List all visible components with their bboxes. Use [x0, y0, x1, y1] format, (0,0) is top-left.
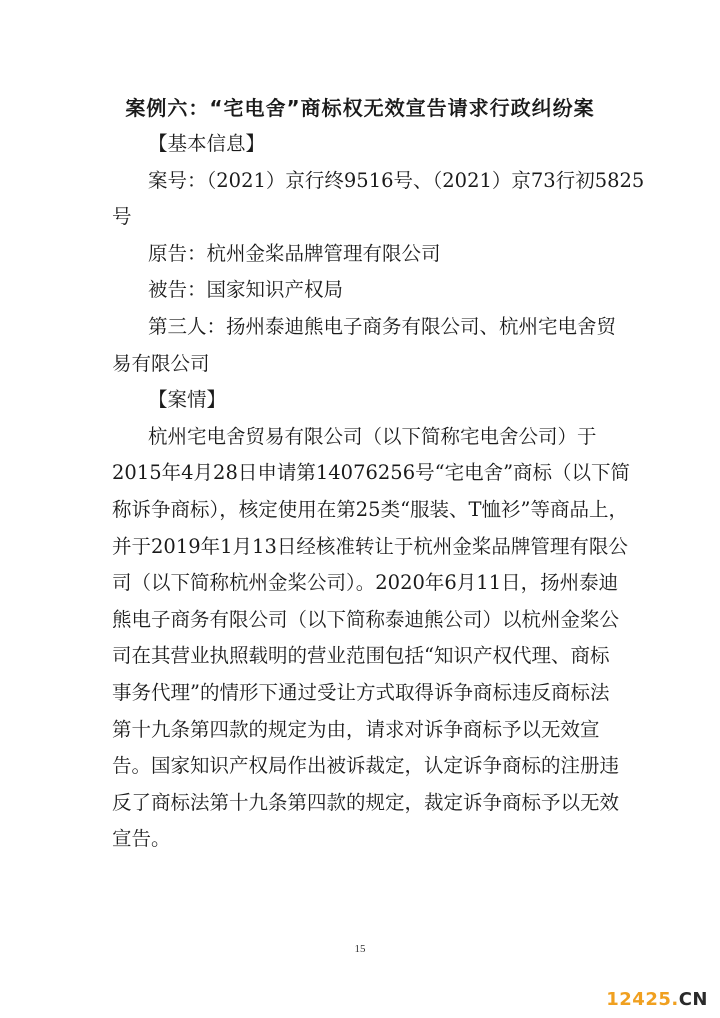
- third-party-line-1: 第三人：扬州泰迪熊电子商务有限公司、杭州宅电舍贸: [148, 314, 617, 338]
- case-number-line-2: 号: [112, 205, 132, 229]
- watermark-dot: .: [671, 989, 679, 1010]
- case-text-line: 反了商标法第十九条第四款的规定，裁定诉争商标予以无效: [112, 790, 620, 814]
- case-number-line-1: 案号：（2021）京行终9516号、（2021）京73行初5825: [148, 168, 645, 192]
- watermark-suffix: CN: [678, 989, 708, 1010]
- case-body: [112, 126, 645, 858]
- case-text-line: 宣告。: [112, 827, 171, 851]
- case-text-line: 杭州宅电舍贸易有限公司（以下简称宅电舍公司）于: [148, 424, 597, 448]
- watermark-number: 12425: [606, 989, 672, 1010]
- case-text-line: 称诉争商标），核定使用在第25类“服装、T恤衫”等商品上，: [112, 497, 629, 521]
- plaintiff: 原告：杭州金桨品牌管理有限公司: [148, 241, 441, 265]
- case-text-line: 第十九条第四款的规定为由，请求对诉争商标予以无效宣: [112, 717, 600, 741]
- case-text-line: 熊电子商务有限公司（以下简称泰迪熊公司）以杭州金桨公: [112, 607, 620, 631]
- section-basic-info: 【基本信息】: [148, 132, 266, 155]
- case-text-line: 并于2019年1月13日经核准转让于杭州金桨品牌管理有限公: [112, 534, 628, 558]
- site-watermark: [606, 989, 708, 1010]
- case-text-line: 2015年4月28日申请第14076256号“宅电舍”商标（以下简: [112, 461, 631, 485]
- third-party-line-2: 易有限公司: [112, 351, 210, 375]
- defendant: 被告：国家知识产权局: [148, 278, 344, 302]
- case-text-line: 司（以下简称杭州金桨公司）。2020年6月11日，扬州泰迪: [112, 571, 619, 595]
- section-case-facts: 【案情】: [148, 388, 227, 412]
- case-text-line: 司在其营业执照载明的营业范围包括“知识产权代理、商标: [112, 644, 610, 668]
- case-title: 案例六：“宅电舍”商标权无效宣告请求行政纠纷案: [125, 96, 595, 120]
- case-text-line: 事务代理”的情形下通过受让方式取得诉争商标违反商标法: [112, 680, 610, 704]
- page-number: 15: [354, 943, 366, 955]
- case-text-line: 告。国家知识产权局作出被诉裁定，认定诉争商标的注册违: [112, 754, 620, 778]
